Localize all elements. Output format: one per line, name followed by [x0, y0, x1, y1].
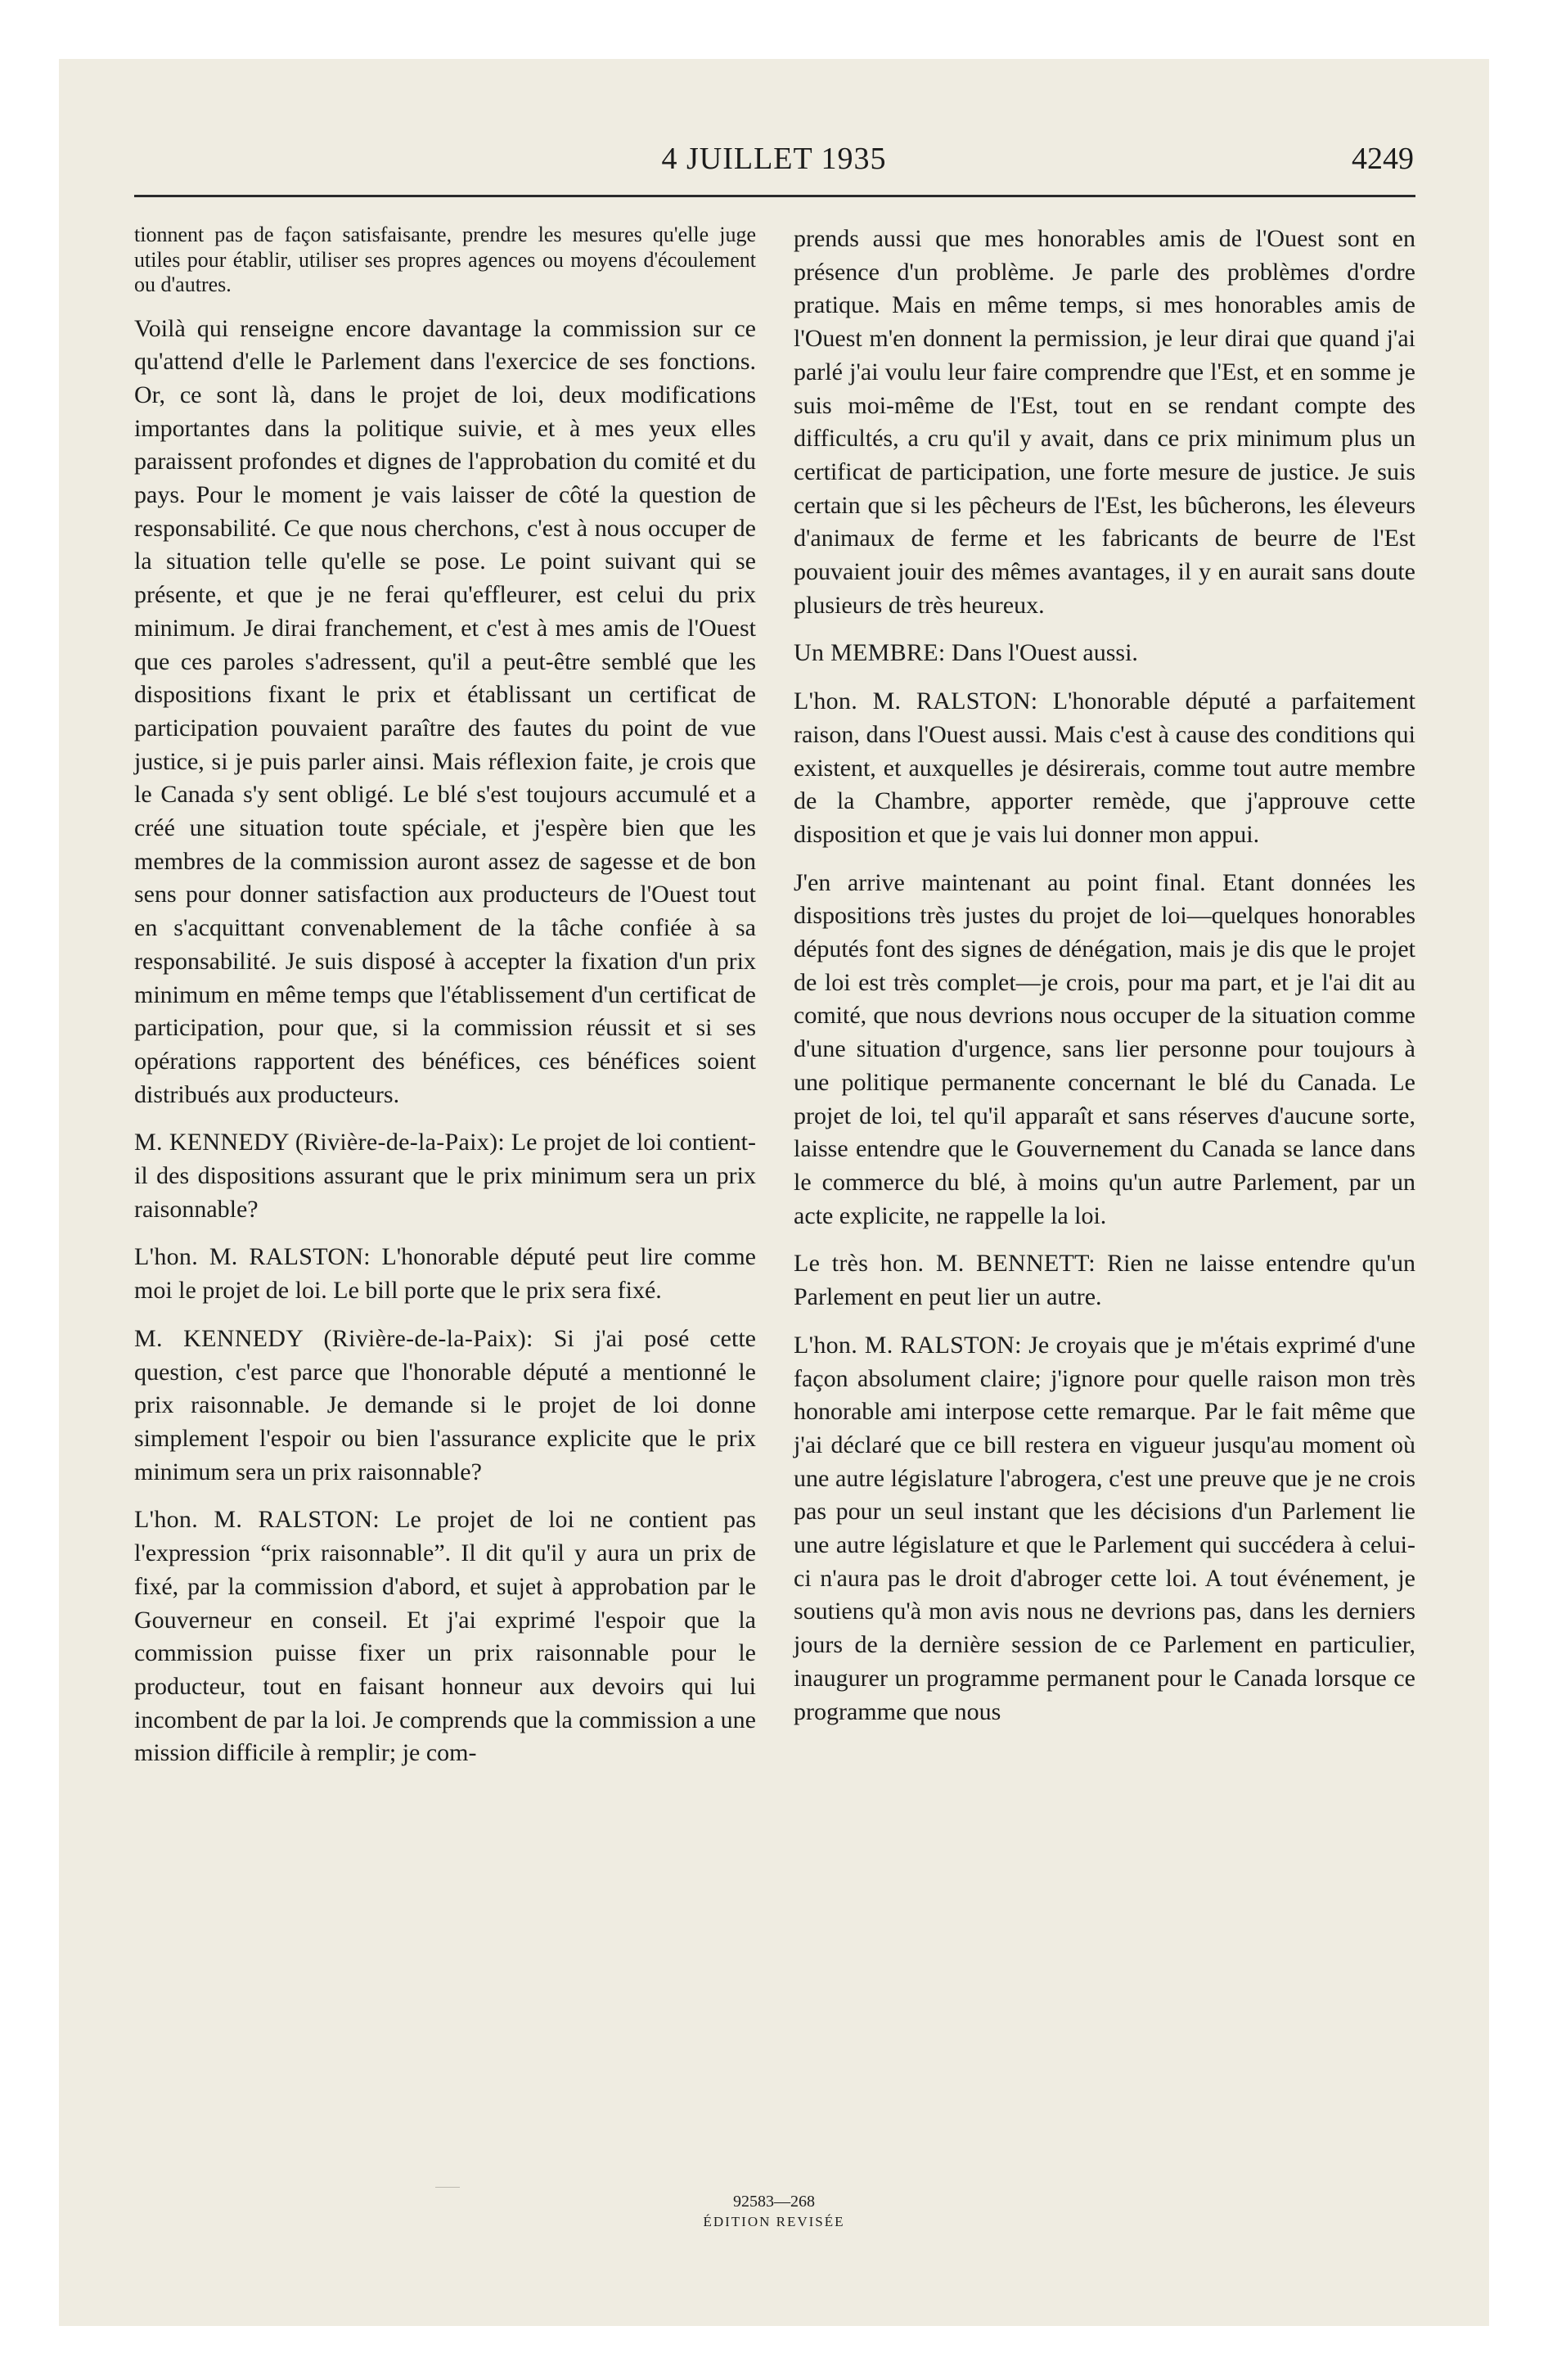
scanned-page [59, 59, 1489, 2326]
speech-text: Dans l'Ouest aussi. [952, 639, 1138, 667]
speech-text: L'honorable député a parfaitement raison, dans l'Ouest aussi. Mais c'est à cause des conditions qui existent, et auxquelles je désirerais, comme tout autre membre de la Chambre, apporter remède, que j'approuve cette disposition et que je vais lui donner mon appui. [794, 687, 1415, 848]
speaker-name: Un MEMBRE: [794, 639, 946, 667]
speech [134, 1323, 756, 1490]
print-code: 92583—268 [733, 2193, 815, 2211]
paragraph: Voilà qui renseigne encore davantage la commission sur ce qu'attend d'elle le Parlement dans l'exercice de ses fonctions. Or, ce sont là, dans le projet de loi, deux modifications importantes dans la politique suivie, et à mes yeux elles paraissent profondes et dignes de l'approbation du comité et du pays. Pour le moment je vais laisser de côté la question de responsabilité. Ce que nous cherchons, c'est à nous occuper de la situation telle qu'elle se pose. Le point suivant qui se présente, et que je ne ferai qu'effleurer, est celui du prix minimum. Je dirai franchement, et c'est à mes amis de l'Ouest que ces paroles s'adressent, qu'il a peut-être semblé que les dispositions fixant le prix et établissant un certificat de participation pouvaient paraître des fautes du point de vue justice, si je puis parler ainsi. Mais réflexion faite, je crois que le Canada s'y sent obligé. Le blé s'est toujours accumulé et a créé une situation toute spéciale, et j'espère bien que les membres de la commission auront assez de sagesse et de bon sens pour donner satisfaction aux producteurs de l'Ouest tout en s'acquittant convenablement de la tâche confiée à sa responsabilité. Je suis disposé à accepter la fixation d'un prix minimum en même temps que l'établissement d'un certificat de participation, pour que, si la commission réussit et si ses opérations rapportent des bénéfices, ces bénéfices soient distribués aux producteurs. [134, 314, 756, 1108]
page-number: 4249 [1352, 142, 1414, 176]
header-divider [134, 195, 1415, 197]
speech [794, 1247, 1415, 1314]
speaker-name: M. KENNEDY (Rivière-de-la-Paix): [134, 1129, 506, 1156]
paragraph: prends aussi que mes honorables amis de l'Ouest sont en présence d'un problème. Je parle des problèmes d'ordre pratique. Mais en même temps, si mes honorables amis de l'Ouest m'en donnent la permission, je leur dirai que quand j'ai parlé j'ai voulu leur faire comprendre que l'Est, et en somme je suis moi-même de l'Est, tout en se rendant compte des difficultés, a cru qu'il y avait, dans ce prix minimum plus un certificat de participation, une forte mesure de justice. Je suis certain que si les pêcheurs de l'Est, les bûcherons, les éleveurs d'animaux de ferme et les fabricants de beurre de l'Est pouvaient jouir des mêmes avantages, il y en aurait sans doute plusieurs de très heureux. [794, 225, 1415, 619]
paragraph: J'en arrive maintenant au point final. Etant données les dispositions très justes du projet de loi—quelques honorables députés font des signes de dénégation, mais je dis que le projet de loi est très complet—je crois, pour ma part, et je l'ai dit au comité, que nous devrions nous occuper de la situation comme d'une situation d'urgence, sans lier personne pour toujours à une politique permanente concernant le blé du Canada. Le projet de loi, tel qu'il apparaît et sans réserves d'aucune sorte, laisse entendre que le Gouvernement du Canada se lance dans le commerce du blé, à moins qu'un autre Parlement, par un acte explicite, ne rappelle la loi. [794, 868, 1415, 1229]
right-column [794, 223, 1415, 1743]
speech [794, 685, 1415, 852]
speech-text: Le projet de loi contient-il des dispositions assurant que le prix minimum sera un prix raisonnable? [134, 1129, 756, 1223]
paragraph: tionnent pas de façon satisfaisante, prendre les mesures qu'elle juge utiles pour établir, utiliser ses propres agences ou moyens d'écoulement ou d'autres. [134, 223, 756, 296]
speaker-name: L'hon. M. RALSTON: [134, 1506, 380, 1534]
speaker-name: M. KENNEDY (Rivière-de-la-Paix): [134, 1324, 533, 1352]
speech [134, 1126, 756, 1226]
page-footer [59, 2191, 1489, 2232]
speech-text: Rien ne laisse entendre qu'un Parlement en peut lier un autre. [794, 1250, 1416, 1311]
speech-text: Je croyais que je m'étais exprimé d'une façon absolument claire; j'ignore pour quelle raison mon très honorable ami interpose cette remarque. Par le fait même que j'ai déclaré que ce bill restera en vigueur jusqu'au moment où une autre législature l'abrogera, c'est une preuve que je ne crois pas pour un seul instant que les décisions d'un Parlement lie une autre législature et que le Parlement qui succédera à celui-ci n'aura pas le droit d'abroger cette loi. A tout événement, je soutiens qu'à mon avis nous ne devrions pas, dans les derniers jours de la dernière session de ce Parlement en particulier, inaugurer un programme permanent pour le Canada lorsque ce programme que nous [794, 1331, 1415, 1725]
speaker-name: Le très hon. M. BENNETT: [794, 1250, 1096, 1278]
speaker-name: L'hon. M. RALSTON: [134, 1243, 371, 1271]
footer-mark [435, 2187, 460, 2188]
speech-text: Si j'ai posé cette question, c'est parce que l'honorable député a mentionné le prix raisonnable. Je demande si le projet de loi donne simplement l'espoir ou bien l'assurance explicite que le prix minimum sera un prix raisonnable? [134, 1324, 756, 1485]
speaker-name: L'hon. M. RALSTON: [794, 1331, 1022, 1359]
speech [794, 637, 1415, 670]
edition-label: ÉDITION REVISÉE [703, 2214, 845, 2229]
speech-text: Le projet de loi ne contient pas l'expression “prix raisonnable”. Il dit qu'il y aura un prix de fixé, par la commission d'abord, et sujet à approbation par le Gouverneur en conseil. Et j'ai exprimé l'espoir que la commission puisse fixer un prix raisonnable pour le producteur, tout en faisant honneur aux devoirs qui lui incombent de par la loi. Je comprends que la commission a une mission difficile à remplir; je com- [134, 1506, 757, 1767]
header-date: 4 JUILLET 1935 [661, 142, 887, 176]
speech [134, 1503, 756, 1770]
speech [794, 1329, 1415, 1729]
speaker-name: L'hon. M. RALSTON: [794, 687, 1038, 715]
left-column [134, 223, 756, 1785]
speech-text: L'honorable député peut lire comme moi le projet de loi. Le bill porte que le prix sera fixé. [134, 1243, 756, 1305]
speech [134, 1241, 756, 1307]
